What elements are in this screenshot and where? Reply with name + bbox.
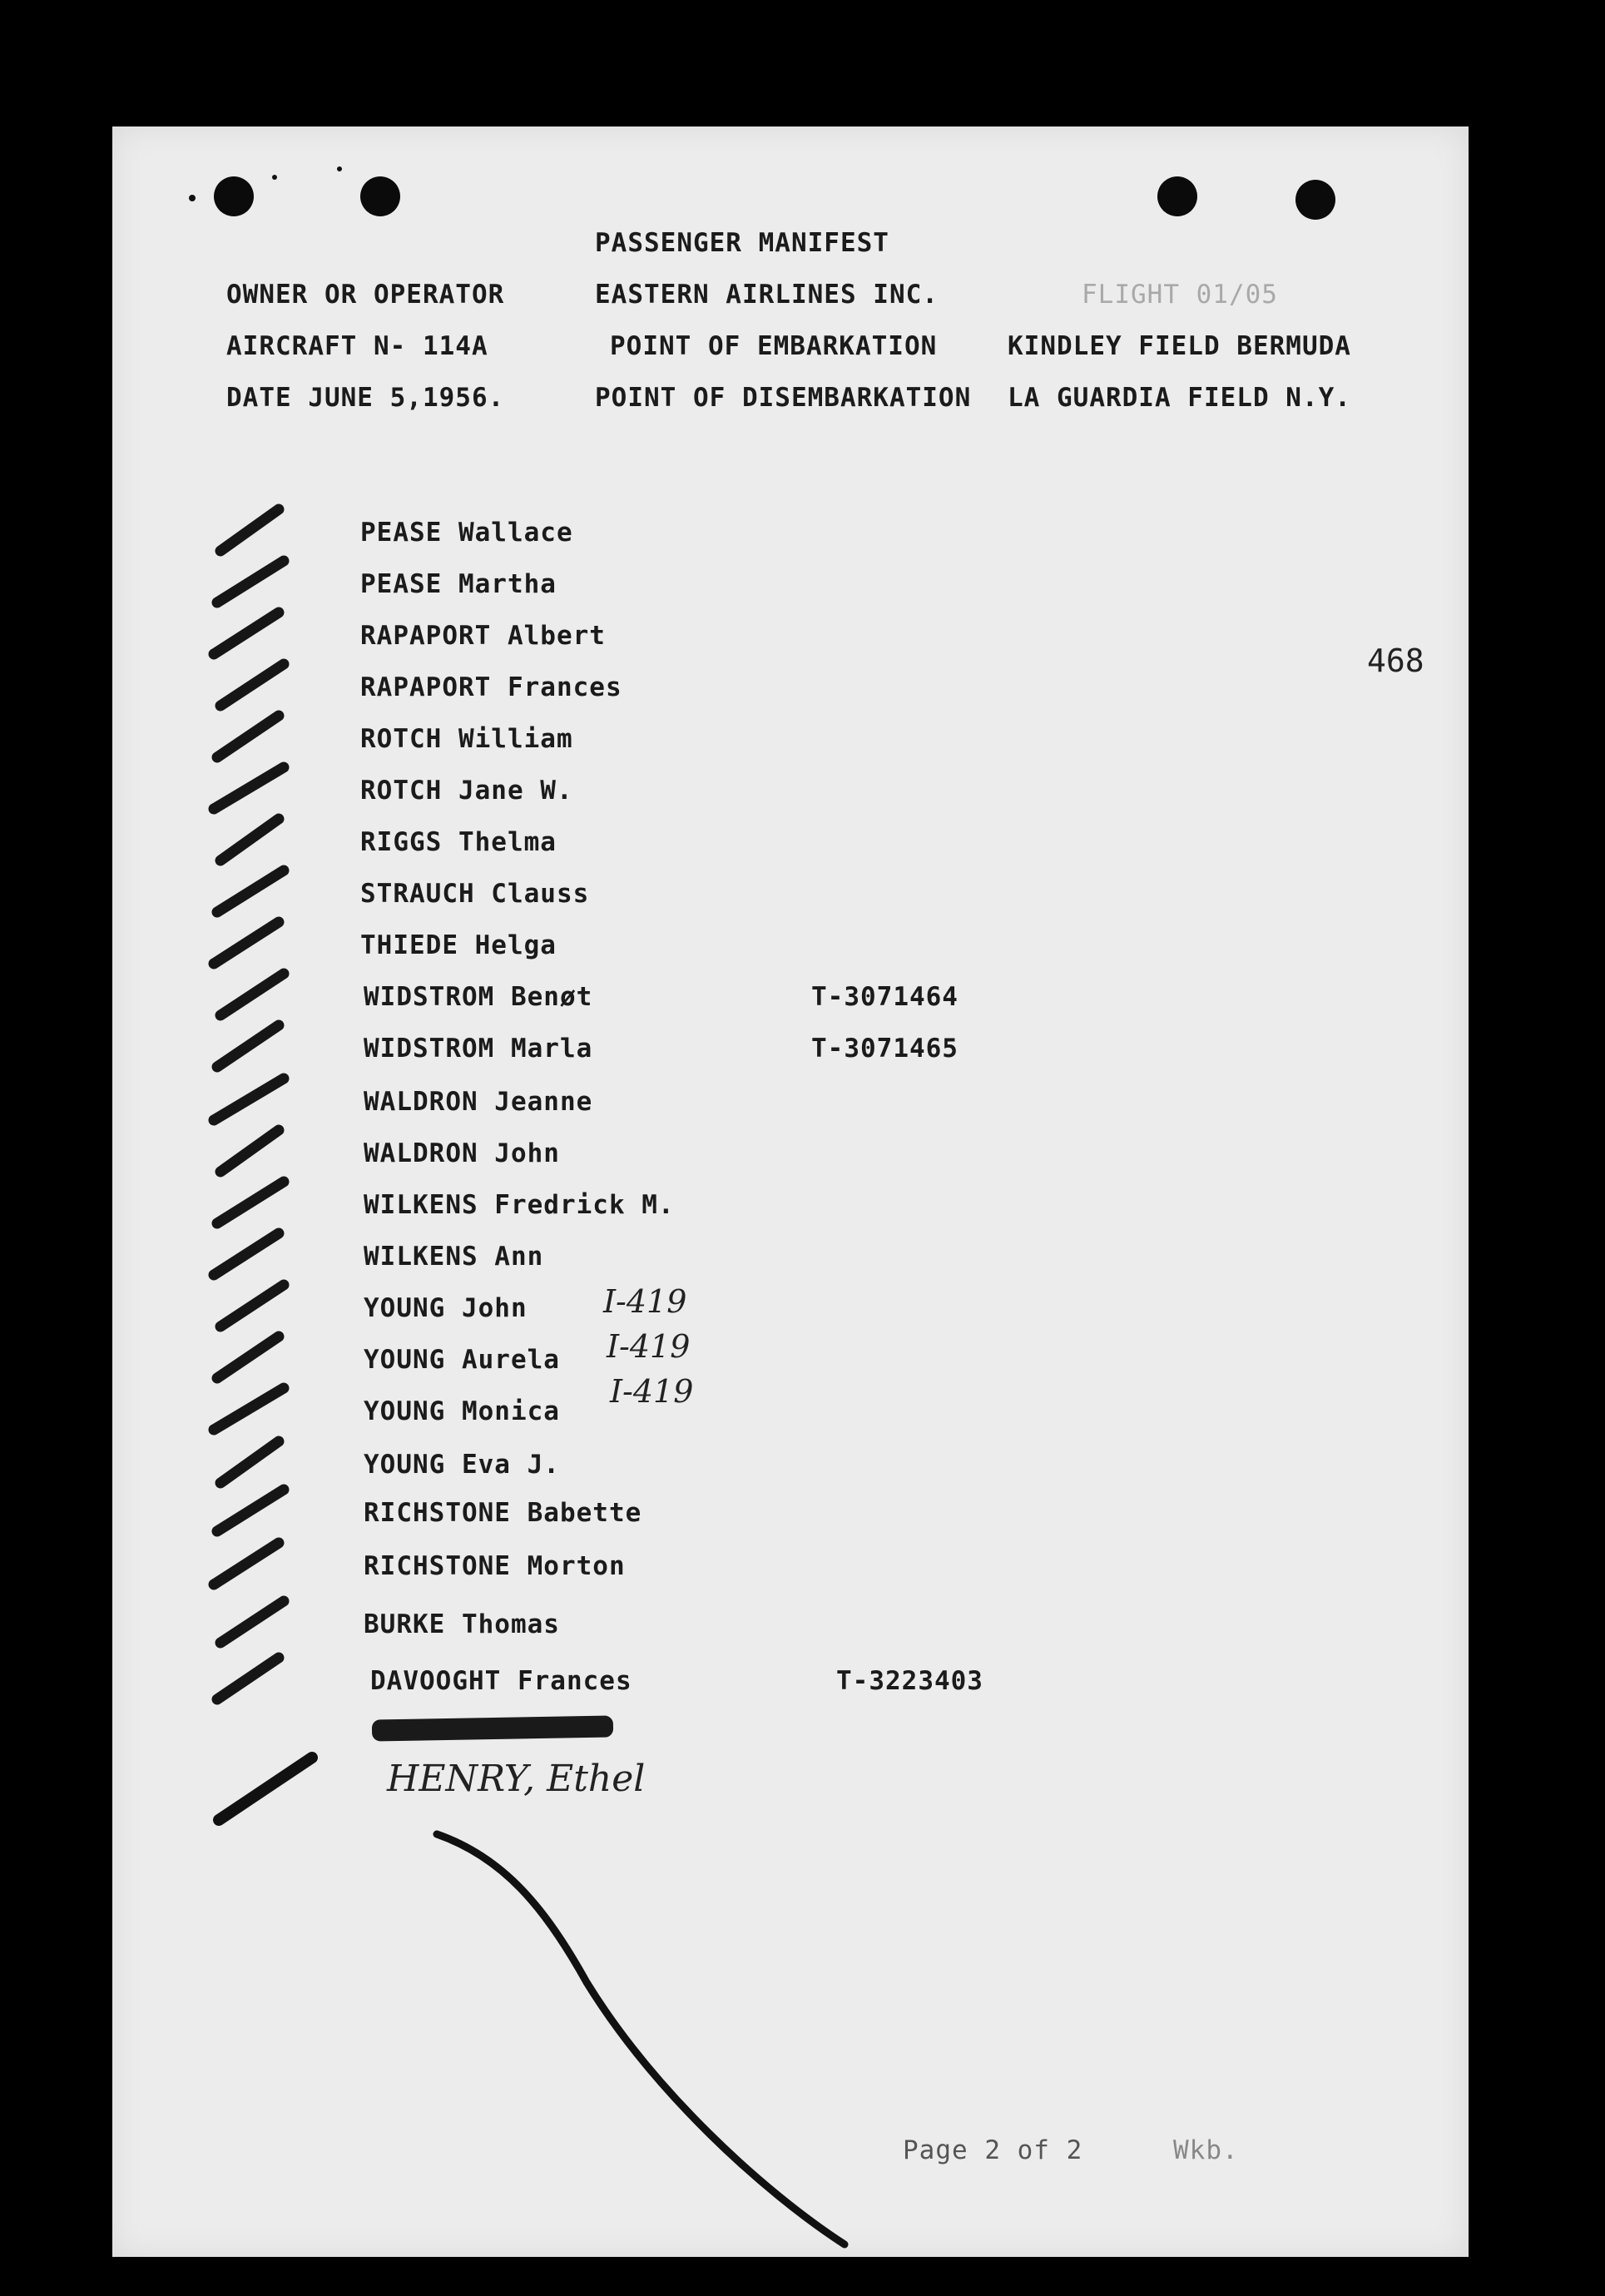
- passenger-name: RAPAPORT Frances: [360, 672, 622, 702]
- passenger-name: ROTCH William: [360, 724, 573, 754]
- check-mark: [217, 1182, 284, 1223]
- handwritten-reference: I-419: [610, 1373, 694, 1410]
- flight-number: FLIGHT 01/05: [1082, 280, 1278, 310]
- typist-initials: Wkb.: [1173, 2135, 1239, 2165]
- check-mark: [220, 974, 284, 1015]
- passenger-name: PEASE Wallace: [360, 518, 573, 548]
- check-mark: [214, 1233, 279, 1275]
- passenger-name: RIGGS Thelma: [360, 827, 557, 857]
- passenger-name: RAPAPORT Albert: [360, 621, 606, 651]
- passenger-name: THIEDE Helga: [360, 930, 557, 960]
- passenger-name: DAVOOGHT Frances: [370, 1666, 632, 1696]
- manifest-page: [112, 126, 1469, 2257]
- check-mark: [214, 1079, 284, 1120]
- check-mark: [217, 716, 279, 757]
- passenger-name: WALDRON John: [364, 1138, 560, 1168]
- passenger-name: YOUNG Monica: [364, 1396, 560, 1426]
- embarkation-value: KINDLEY FIELD BERMUDA: [1008, 331, 1351, 361]
- check-mark: [217, 1658, 279, 1699]
- check-mark: [220, 1601, 284, 1643]
- check-mark: [220, 664, 284, 706]
- passenger-name: BURKE Thomas: [364, 1609, 560, 1639]
- passenger-name: WALDRON Jeanne: [364, 1087, 593, 1117]
- owner-label: OWNER OR OPERATOR: [226, 280, 505, 310]
- disembarkation-value: LA GUARDIA FIELD N.Y.: [1008, 383, 1351, 413]
- cancel-stroke: [437, 1834, 845, 2244]
- passenger-name: RICHSTONE Babette: [364, 1498, 642, 1528]
- passenger-ticket-number: T-3071465: [811, 1034, 959, 1064]
- check-mark: [214, 1388, 284, 1430]
- check-mark: [220, 1130, 279, 1172]
- handwritten-check-marks: [112, 126, 1469, 2257]
- passenger-ticket-number: T-3223403: [836, 1666, 983, 1696]
- handwritten-reference: I-419: [603, 1283, 687, 1320]
- passenger-name: STRAUCH Clauss: [360, 879, 590, 909]
- check-mark: [214, 922, 279, 964]
- check-mark: [217, 1490, 284, 1531]
- check-mark: [214, 767, 284, 809]
- page-number: 468: [1367, 642, 1424, 679]
- check-mark: [219, 1758, 312, 1820]
- passenger-name: WILKENS Ann: [364, 1242, 544, 1272]
- passenger-name: WIDSTROM Marla: [364, 1034, 593, 1064]
- embarkation-label: POINT OF EMBARKATION: [610, 331, 938, 361]
- passenger-name: YOUNG Aurela: [364, 1345, 560, 1375]
- check-mark: [220, 819, 279, 860]
- passenger-name: PEASE Martha: [360, 569, 557, 599]
- passenger-name: YOUNG John: [364, 1293, 528, 1323]
- manifest-title: PASSENGER MANIFEST: [595, 228, 889, 258]
- page-count: Page 2 of 2: [903, 2135, 1083, 2165]
- aircraft-number: AIRCRAFT N- 114A: [226, 331, 488, 361]
- check-mark: [220, 1441, 279, 1483]
- check-mark: [217, 561, 284, 603]
- passenger-name: YOUNG Eva J.: [364, 1450, 560, 1480]
- check-mark: [217, 1336, 279, 1378]
- check-mark: [220, 1285, 284, 1327]
- check-mark: [220, 509, 279, 551]
- passenger-name: ROTCH Jane W.: [360, 776, 573, 806]
- passenger-name: WIDSTROM Benøt: [364, 982, 593, 1012]
- handwritten-reference: I-419: [607, 1328, 691, 1365]
- passenger-ticket-number: T-3071464: [811, 982, 959, 1012]
- check-mark: [217, 870, 284, 912]
- check-mark: [217, 1025, 279, 1067]
- disembarkation-label: POINT OF DISEMBARKATION: [595, 383, 972, 413]
- manifest-date: DATE JUNE 5,1956.: [226, 383, 505, 413]
- check-mark: [214, 1543, 279, 1584]
- owner-value: EASTERN AIRLINES INC.: [595, 280, 939, 310]
- check-mark: [214, 612, 279, 654]
- passenger-name: WILKENS Fredrick M.: [364, 1190, 675, 1220]
- handwritten-passenger: HENRY, Ethel: [387, 1758, 646, 1800]
- struck-entry: [372, 1715, 613, 1741]
- passenger-name: RICHSTONE Morton: [364, 1551, 626, 1581]
